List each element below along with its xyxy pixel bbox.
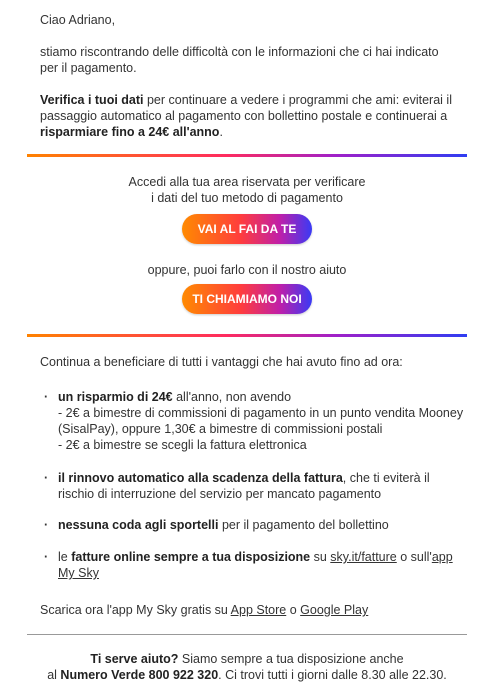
footer-divider [27,634,467,635]
bullet-icon: · [44,390,49,404]
download-text: Scarica ora l'app My Sky gratis su [40,603,231,617]
gradient-divider-bottom [27,334,467,337]
intro-text: stiamo riscontrando delle difficoltà con le informazioni che ci hai indicato per il pagamento. [40,45,439,75]
benefits-intro [40,354,460,370]
app-store-link[interactable]: App Store [230,603,287,617]
ti-chiamiamo-noi-button[interactable]: TI CHIAMIAMO NOI [182,284,312,314]
help-text2: al [47,668,61,682]
help-text1: Siamo sempre a tua disposizione anche [178,652,404,666]
sky-fatture-link[interactable]: sky.it/fatture [330,550,397,564]
app-my-sky-link[interactable]: app My Sky [58,550,453,580]
list-item [44,517,464,533]
greeting [40,12,460,28]
bullet-icon: · [44,471,49,485]
numero-verde: Numero Verde 800 922 320 [60,668,219,682]
help-bold: Ti serve aiuto? [90,652,179,666]
cta-section [27,174,467,206]
benefits-list-4 [44,549,464,581]
benefits-list [44,389,464,453]
fai-da-te-wrap [27,214,467,244]
verify-end: . [219,125,223,139]
chiamiamo-wrap [27,284,467,314]
greeting-text: Ciao Adriano, [40,13,116,27]
fai-da-te-button[interactable]: VAI AL FAI DA TE [182,214,312,244]
list-item [44,389,464,453]
benefit1-bold: un risparmio di 24€ [58,390,173,404]
benefit4-pre: le [58,550,72,564]
benefit1-text: all'anno, non avendo [172,390,292,404]
benefit4-mid: su [310,550,331,564]
benefit4-mid2: o sull' [396,550,432,564]
list-item [44,470,464,502]
verify-bold: Verifica i tuoi dati [40,93,144,107]
benefit1-sub1: - 2€ a bimestre di commissioni di pagamento in un punto vendita Mooney (SisalPay), oppure 1,30€ a bimestre di commissioni postali [58,406,464,436]
verify-text: per continuare a vedere i programmi che ami: eviterai il passaggio automatico al pagamento con bollettino postale e continuerai a [40,93,452,123]
benefit3-text: per il pagamento del bollettino [218,518,389,532]
bullet-icon: · [44,518,49,532]
or-wrap [27,262,467,278]
benefits-intro-text: Continua a beneficiare di tutti i vantaggi che hai avuto fino ad ora: [40,355,403,369]
intro-paragraph [40,44,460,76]
help-section [27,651,467,683]
benefit2-bold: il rinnovo automatico alla scadenza della fattura [58,471,343,485]
gradient-divider-top [27,154,467,157]
or-text: oppure, puoi farlo con il nostro aiuto [147,263,347,277]
help-text3: . Ci trovi tutti i giorni dalle 8.30 alle 22.30. [218,668,447,682]
benefits-list-2 [44,470,464,502]
download-line [40,602,460,618]
bullet-icon: · [44,550,49,564]
benefit3-bold: nessuna coda agli sportelli [58,518,219,532]
cta-line2: i dati del tuo metodo di pagamento [151,191,343,205]
benefit4-bold: fatture online sempre a tua disposizione [71,550,311,564]
verify-paragraph [40,92,460,140]
benefit2-text: , che ti eviterà il rischio di interruzione del servizio per mancato pagamento [58,471,430,501]
google-play-link[interactable]: Google Play [300,603,369,617]
list-item [44,549,464,581]
benefit1-sub2: - 2€ a bimestre se scegli la fattura elettronica [58,438,307,452]
savings-bold: risparmiare fino a 24€ all'anno [40,125,220,139]
cta-line1: Accedi alla tua area riservata per verificare [128,175,366,189]
download-or: o [286,603,301,617]
benefits-list-3 [44,517,464,533]
